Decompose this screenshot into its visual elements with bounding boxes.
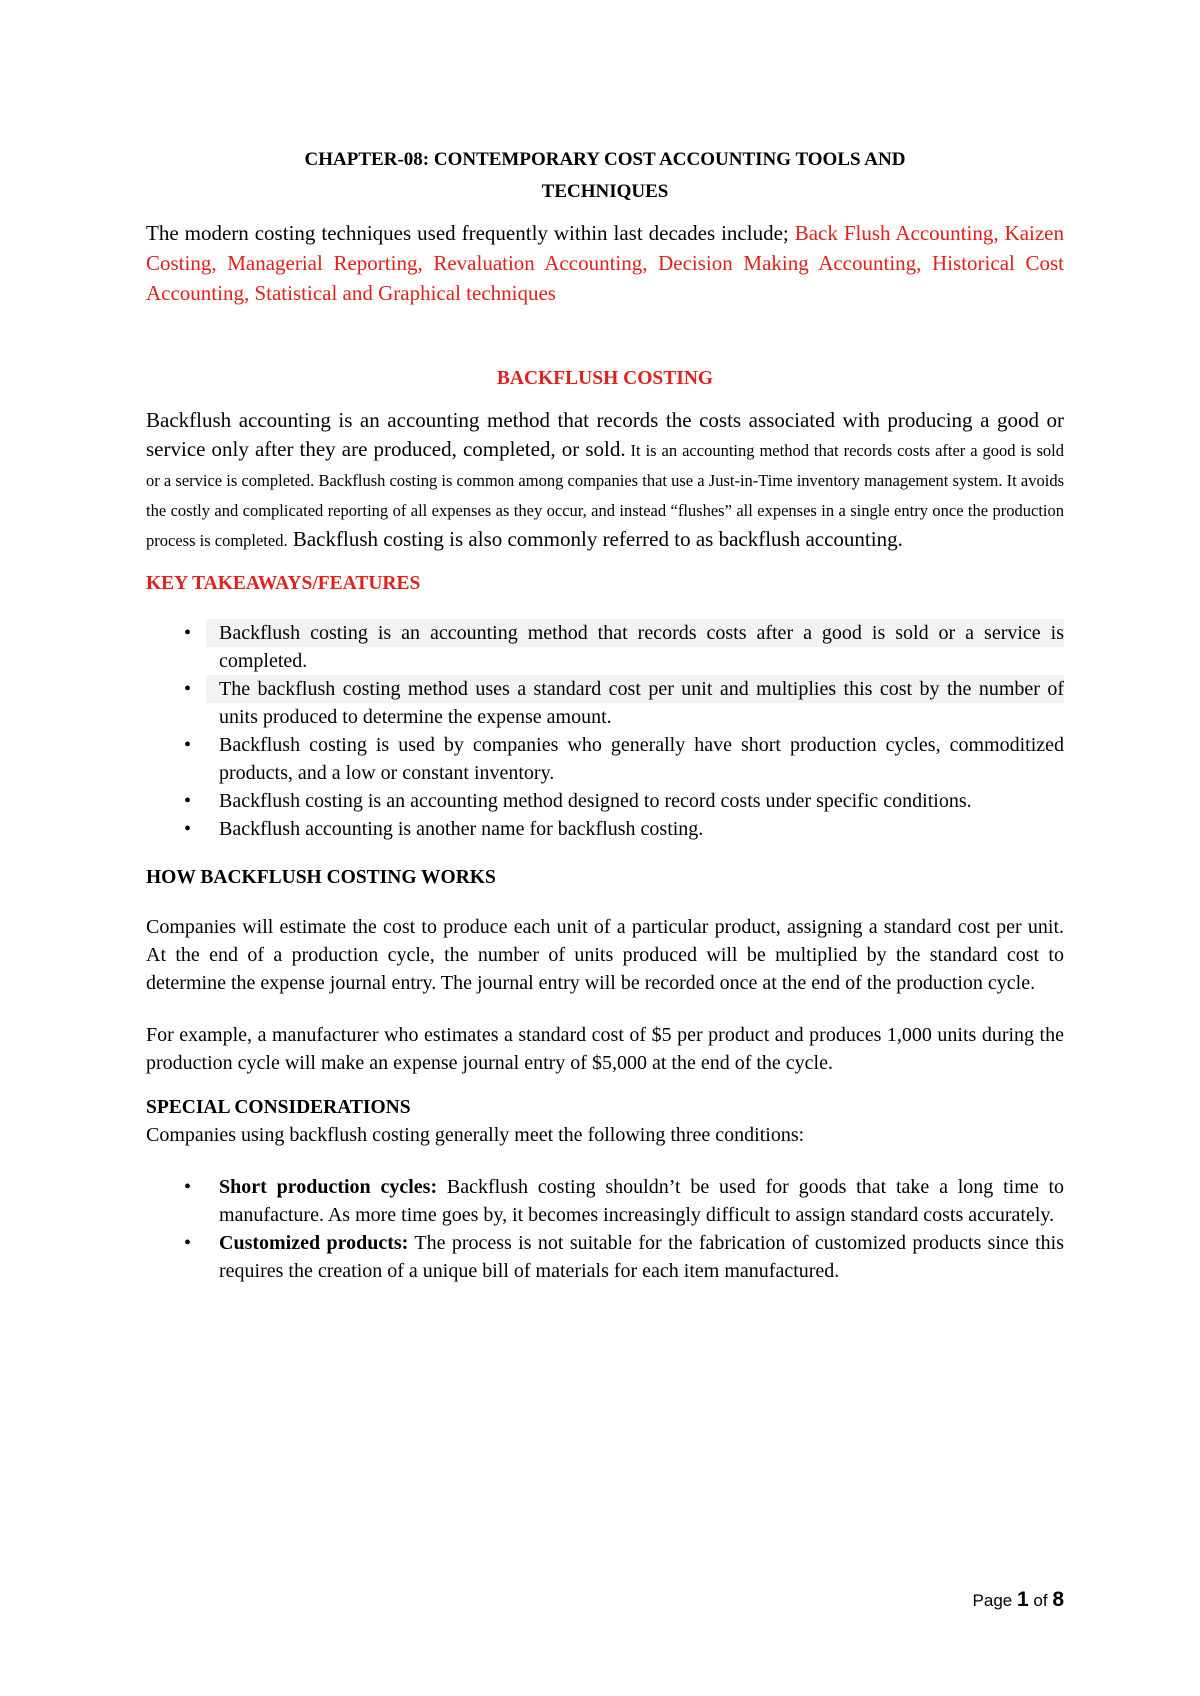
list-item	[146, 619, 1064, 675]
chapter-title-line1: CHAPTER-08: CONTEMPORARY COST ACCOUNTING TOOLS AND	[304, 149, 906, 170]
bullet-icon: •	[184, 622, 192, 644]
chapter-title	[146, 144, 1064, 208]
page-content	[146, 144, 1064, 1285]
bullet-icon: •	[184, 1176, 192, 1198]
intro-paragraph	[146, 218, 1064, 308]
backflush-text-3: Backflush costing is also commonly referred to as backflush accounting.	[287, 527, 903, 551]
condition-lead: Short production cycles:	[219, 1176, 438, 1198]
takeaway-text: Backflush costing is an accounting method designed to record costs under specific conditions.	[219, 790, 972, 812]
special-considerations-heading: SPECIAL CONSIDERATIONS	[146, 1097, 411, 1118]
page-footer	[973, 1588, 1064, 1612]
page-word: Page	[972, 1591, 1013, 1610]
conditions-list	[146, 1173, 1064, 1285]
takeaways-list	[146, 619, 1064, 843]
list-item	[146, 1173, 1064, 1229]
backflush-paragraph	[146, 406, 1064, 555]
bullet-icon: •	[184, 818, 192, 840]
backflush-heading: BACKFLUSH COSTING	[496, 368, 714, 389]
intro-techniques-list: Back Flush Accounting, Kaizen Costing, Managerial Reporting, Revaluation Accounting, Decision Making Accounting, Historical Cost Accounting, Statistical and Graphical techniques	[146, 221, 1065, 305]
list-item	[146, 787, 1064, 815]
backflush-text-1: Backflush accounting is an accounting method that records the costs associated with producing a good or service only after they are produced, completed, or sold.	[146, 408, 1064, 461]
how-paragraph-1: Companies will estimate the cost to produce each unit of a particular product, assigning a standard cost per unit. At the end of a production cycle, the number of units produced will be multiplied by the standard cost to determine the expense journal entry. The journal entry will be recorded once at the end of the production cycle.	[146, 916, 1064, 994]
condition-text: Backflush costing shouldn’t be used for goods that take a long time to manufacture. As more time goes by, it becomes increasingly difficult to assign standard costs accurately.	[219, 1176, 1064, 1226]
bullet-icon: •	[184, 790, 192, 812]
takeaway-text: Backflush costing is used by companies who generally have short production cycles, commoditized products, and a low or constant inventory.	[219, 734, 1064, 784]
how-it-works-heading: HOW BACKFLUSH COSTING WORKS	[146, 867, 496, 888]
bullet-icon: •	[184, 1232, 192, 1254]
bullet-icon: •	[184, 734, 192, 756]
list-item	[146, 731, 1064, 787]
special-intro: Companies using backflush costing generally meet the following three conditions:	[146, 1124, 805, 1146]
takeaway-text: Backflush accounting is another name for backflush costing.	[219, 818, 704, 840]
chapter-title-line2: TECHNIQUES	[541, 181, 669, 202]
list-item	[146, 675, 1064, 731]
condition-lead: Customized products:	[219, 1232, 409, 1254]
backflush-text-2: It is an accounting method that records costs after a good is sold or a service is completed. Backflush costing is common among companies that use a Just-in-Time inventory management system. It avoids the costly and complicated reporting of all expenses as they occur, and instead “flushes” all expenses in a single entry once the production process is completed.	[146, 441, 1064, 550]
list-item	[146, 815, 1064, 843]
takeaways-heading: KEY TAKEAWAYS/FEATURES	[146, 573, 421, 594]
condition-text: The process is not suitable for the fabrication of customized products since this requires the creation of a unique bill of materials for each item manufactured.	[219, 1232, 1064, 1282]
how-paragraph-2: For example, a manufacturer who estimates a standard cost of $5 per product and produces 1,000 units during the production cycle will make an expense journal entry of $5,000 at the end of the cycle.	[146, 1024, 1064, 1074]
of-word: of	[1033, 1591, 1048, 1610]
page-number: 1	[1016, 1588, 1029, 1611]
intro-text: The modern costing techniques used frequently within last decades include;	[146, 221, 795, 245]
list-item	[146, 1229, 1064, 1285]
total-pages: 8	[1052, 1588, 1064, 1611]
takeaway-text: Backflush costing is an accounting method that records costs after a good is sold or a service is completed.	[219, 622, 1064, 672]
takeaway-text: The backflush costing method uses a standard cost per unit and multiplies this cost by the number of units produced to determine the expense amount.	[219, 678, 1064, 728]
bullet-icon: •	[184, 678, 192, 700]
